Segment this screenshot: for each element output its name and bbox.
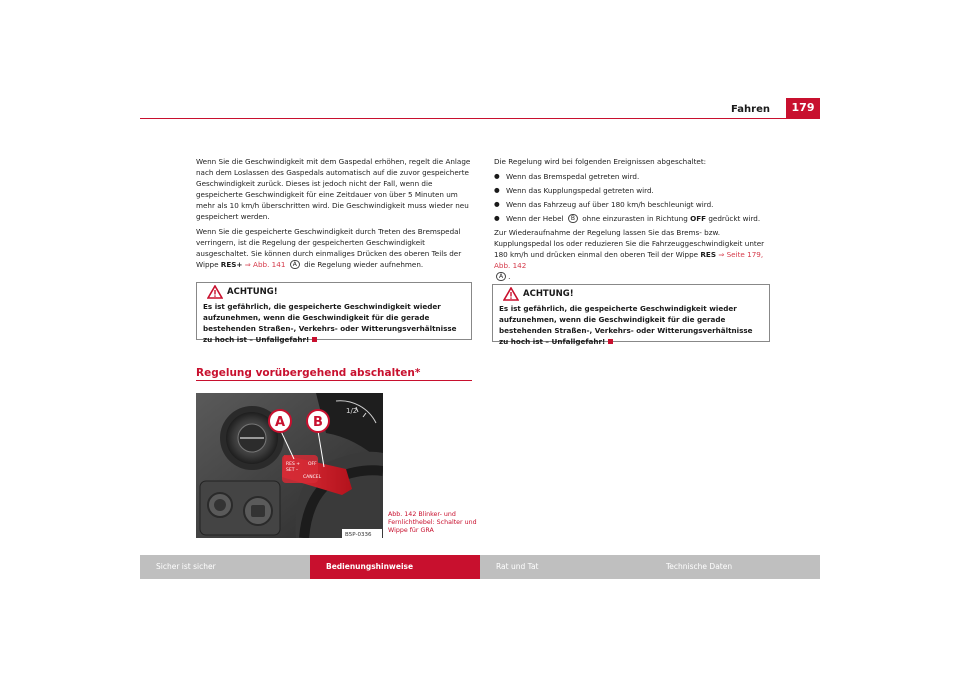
footer-tab-sicher[interactable]: Sicher ist sicher <box>140 555 310 579</box>
warning-triangle-icon <box>207 285 223 299</box>
warning-title: ACHTUNG! <box>227 287 278 297</box>
warning-text-content: Es ist gefährlich, die gespeicherte Geschwindigkeit wieder aufzunehmen, wenn die Geschwindigkeit für die gerade bestehenden Straßen-, Verkehrs- oder Witterungsverhältnisse zu hoch ist – Unfallgefahr! <box>203 302 457 344</box>
right-column <box>494 156 770 286</box>
list-item <box>494 213 770 224</box>
text: Wenn Sie die gespeicherte Geschwindigkeit durch Treten des Bremspedal verringern, ist die Regelung der gespeicherten Geschwindigkeit ausgeschaltet. Sie können durch einmaliges Drücken des oberen Teils der Wippe <box>196 227 462 269</box>
lever-text-set: SET – <box>286 468 299 473</box>
callout-label-b: B <box>313 415 323 430</box>
left-column <box>196 156 472 274</box>
text: . <box>508 272 511 281</box>
warning-text <box>203 301 465 345</box>
section-heading: Regelung vorübergehend abschalten* <box>196 367 421 379</box>
list-item: ● Wenn das Fahrzeug auf über 180 km/h beschleunigt wird. <box>494 199 770 210</box>
figure-reference-link[interactable]: ⇒ Abb. 141 <box>244 260 286 269</box>
text: gedrückt wird. <box>708 214 761 223</box>
end-marker-icon <box>312 337 317 342</box>
warning-box <box>196 282 472 344</box>
footer-tab-technische-daten[interactable]: Technische Daten <box>650 555 820 579</box>
figure-lever-illustration <box>196 393 383 538</box>
warning-title: ACHTUNG! <box>523 289 574 299</box>
res-label: RES <box>700 250 717 259</box>
end-marker-icon <box>608 339 613 344</box>
callout-badge-b: B <box>568 214 578 223</box>
lever-text-res: RES + <box>286 462 301 467</box>
section-divider <box>196 380 472 381</box>
header-divider <box>140 118 820 119</box>
callout-label-a: A <box>274 415 286 430</box>
warning-triangle-icon <box>503 287 519 301</box>
paragraph-resume-speed: Wenn Sie die Geschwindigkeit mit dem Gaspedal erhöhen, regelt die Anlage nach dem Loslassen des Gaspedals automatisch auf die zuvor gespeicherte Geschwindigkeit zurück. Dieses ist jedoch nicht der Fall, wenn die gespeicherte Geschwindigkeit für eine Zeitdauer von über 5 Minuten um mehr als 10 km/h überschritten wird. Die Geschwindigkeit muss wieder neu gespeichert werden. <box>196 157 471 221</box>
list-item: ● Wenn das Kupplungspedal getreten wird. <box>494 185 770 196</box>
text: ohne einzurasten in Richtung <box>582 214 688 223</box>
page-number: 179 <box>786 98 820 118</box>
footer-tab-rat-und-tat[interactable]: Rat und Tat <box>480 555 650 579</box>
footer-tab-bedienungshinweise[interactable]: Bedienungshinweise <box>310 555 480 579</box>
lever-text-off: OFF <box>308 462 317 467</box>
paragraph-brake-off <box>196 226 472 270</box>
res-plus-label: RES+ <box>220 260 243 269</box>
page-reference-link[interactable]: ⇒ Seite 179, Abb. 142 <box>494 250 764 270</box>
callout-badge-a: A <box>496 272 506 281</box>
callout-badge-a: A <box>290 260 300 269</box>
off-label: OFF <box>690 214 707 223</box>
lever-text-cancel: CANCEL <box>303 475 322 480</box>
figure-caption: Abb. 142 Blinker- und Fernlichthebel: Schalter und Wippe für GRA <box>388 511 477 534</box>
paragraph-resume <box>494 227 770 282</box>
list-item: ● Wenn das Bremspedal getreten wird. <box>494 171 770 182</box>
chapter-title: Fahren <box>731 104 770 115</box>
intro-text: Die Regelung wird bei folgenden Ereignissen abgeschaltet: <box>494 157 707 166</box>
gauge-label: 1/2 <box>346 407 358 415</box>
text: die Regelung wieder aufnehmen. <box>304 260 424 269</box>
warning-text <box>499 303 763 347</box>
text: Wenn der Hebel <box>506 214 564 223</box>
text: Zur Wiederaufnahme der Regelung lassen Sie das Brems- bzw. Kupplungspedal los oder reduzieren Sie die Fahrzeuggeschwindigkeit unter 180 km/h und drücken einmal den oberen Teil der Wippe <box>494 228 765 259</box>
figure-code: B5P-0336 <box>345 532 372 538</box>
warning-box <box>492 284 770 346</box>
warning-text-content: Es ist gefährlich, die gespeicherte Geschwindigkeit wieder aufzunehmen, wenn die Geschwindigkeit für die gerade bestehenden Straßen-, Verkehrs- oder Witterungsverhältnisse zu hoch ist – Unfallgefahr! <box>499 304 753 346</box>
